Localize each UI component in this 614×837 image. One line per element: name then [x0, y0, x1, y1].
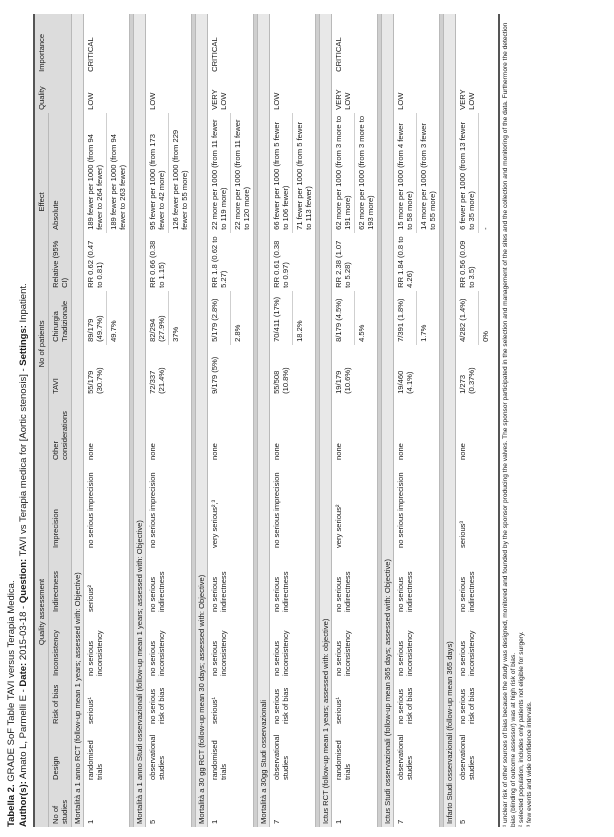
cell-risk-of-bias: no serious risk of bias	[146, 679, 192, 727]
header-importance: Importance	[34, 14, 72, 75]
cell-inconsistency: no serious inconsistency	[146, 615, 192, 679]
cell-importance: CRITICAL	[332, 14, 378, 75]
cell-chirurgia: 5/179 (2.8%)	[208, 291, 231, 345]
cell-risk-of-bias: no serious risk of bias	[456, 679, 493, 727]
table-row	[456, 14, 479, 827]
header-risk-of-bias: Risk of bias	[49, 679, 72, 727]
cell-tavi: 19/179 (10.6%)	[332, 345, 378, 397]
settings-label: Settings:	[18, 325, 29, 366]
cell-risk-of-bias: no serious risk of bias	[394, 679, 440, 727]
outcome-label: Ictus RCT (follow-up mean 1 years; assessed with: objective)	[320, 14, 332, 827]
cell-risk-of-bias: no serious risk of bias	[270, 679, 316, 727]
cell-design: observational studies	[394, 727, 440, 783]
cell-other-considerations: none	[146, 397, 192, 463]
cell-risk-of-bias: serious¹	[84, 679, 130, 727]
cell-quality: VERY LOW	[208, 75, 254, 113]
cell-quality: VERY LOW	[332, 75, 378, 113]
outcome-label: Mortalità a 30 gg RCT (follow-up mean 30 days; assessed with: Objective)	[196, 14, 208, 827]
cell-no-of-studies: 1	[84, 783, 130, 827]
header-absolute: Absolute	[49, 113, 72, 233]
authors-label: Author(s):	[18, 781, 29, 827]
cell-quality: LOW	[394, 75, 440, 113]
footnote: ² selected population, includes only patients not eligible for surgery.	[518, 631, 525, 827]
cell-no-of-studies: 5	[146, 783, 192, 827]
cell-absolute-control: 189 fewer per 1000 (from 94 fewer to 263 fewer)	[107, 113, 130, 233]
cell-imprecision: very serious²	[332, 463, 378, 551]
outcome-label: Mortalità a 30gg Studi osservazionali	[258, 14, 270, 827]
cell-tavi: 19/460 (4.1%)	[394, 345, 440, 397]
header-no-of-studies: No of studies	[49, 783, 72, 827]
cell-inconsistency: no serious inconsistency	[456, 615, 493, 679]
cell-relative: RR 0.61 (0.38 to 0.97)	[270, 233, 316, 291]
cell-relative: RR 0.62 (0.47 to 0.81)	[84, 233, 130, 291]
cell-no-of-studies: 7	[270, 783, 316, 827]
cell-other-considerations: none	[394, 397, 440, 463]
cell-other-considerations: none	[84, 397, 130, 463]
cell-indirectness: no serious indirectness	[394, 551, 440, 615]
outcome-header-row	[258, 14, 270, 827]
cell-chirurgia-control: 2.8%	[231, 291, 254, 345]
header-relative: Relative (95% CI)	[49, 233, 72, 291]
cell-absolute: 189 fewer per 1000 (from 94 fewer to 264 fewer)	[84, 113, 107, 233]
header-inconsistency: Inconsistency	[49, 615, 72, 679]
cell-other-considerations: none	[208, 397, 254, 463]
cell-importance: CRITICAL	[84, 14, 130, 75]
cell-absolute-control: 14 more per 1000 (from 3 fewer to 55 more)	[417, 113, 440, 233]
cell-other-considerations: none	[332, 397, 378, 463]
cell-imprecision: serious³	[456, 463, 493, 551]
cell-quality: VERY LOW	[456, 75, 493, 113]
cell-chirurgia-control: 37%	[169, 291, 192, 345]
header-design: Design	[49, 727, 72, 783]
cell-importance	[394, 14, 440, 75]
cell-imprecision: very serious²,³	[208, 463, 254, 551]
table-row	[270, 14, 293, 827]
header-effect: Effect	[34, 113, 49, 291]
footnote: ¹ unclear risk of other sources of bias because the study was designed, monitored and founded by the sponsor producing the valves. The sponsor participated in the selection and management of the sites and the collection and monitoring of the data. Furthermore the detection bias (blinding of outcome assessor) was at high risk of bias.	[502, 22, 517, 827]
cell-indirectness: no serious indirectness	[332, 551, 378, 615]
header-no-of-patients: No of patients	[34, 291, 49, 397]
cell-absolute: 66 fewer per 1000 (from 5 fewer to 106 fewer)	[270, 113, 293, 233]
cell-inconsistency: no serious inconsistency	[332, 615, 378, 679]
cell-tavi: 1/273 (0.37%)	[456, 345, 493, 397]
outcome-header-row	[134, 14, 146, 827]
cell-relative: RR 0.66 (0.38 to 1.15)	[146, 233, 192, 291]
header-chirurgia: Chirurgia Tradizionale	[49, 291, 72, 345]
table-row	[332, 14, 355, 827]
cell-absolute-control: -	[479, 113, 493, 233]
cell-chirurgia: 70/411 (17%)	[270, 291, 293, 345]
cell-tavi: 72/337 (21.4%)	[146, 345, 192, 397]
cell-absolute: 22 more per 1000 (from 11 fewer to 119 more)	[208, 113, 231, 233]
cell-indirectness: no serious indirectness	[146, 551, 192, 615]
cell-chirurgia-control: 1.7%	[417, 291, 440, 345]
cell-design: observational studies	[456, 727, 493, 783]
settings-value: Inpatient.	[18, 283, 29, 326]
authors-value: Amato L, Parmelli E -	[18, 686, 29, 782]
cell-chirurgia: 8/179 (4.5%)	[332, 291, 355, 345]
cell-design: observational studies	[270, 727, 316, 783]
outcome-header-row	[320, 14, 332, 827]
cell-tavi: 55/508 (10.8%)	[270, 345, 316, 397]
outcome-header-row	[444, 14, 456, 827]
cell-indirectness: no serious indirectness	[456, 551, 493, 615]
table-label: Tabella 2.	[6, 784, 17, 827]
cell-absolute-control: 126 fewer per 1000 (from 229 fewer to 55 more)	[169, 113, 192, 233]
cell-absolute-control: 22 more per 1000 (from 11 fewer to 120 more)	[231, 113, 254, 233]
cell-absolute-control: 71 fewer per 1000 (from 5 fewer to 113 fewer)	[293, 113, 316, 233]
cell-design: randomised trials	[84, 727, 130, 783]
cell-importance	[456, 14, 493, 75]
cell-chirurgia-control: 4.5%	[355, 291, 378, 345]
cell-inconsistency: no serious inconsistency	[270, 615, 316, 679]
table-title	[6, 14, 18, 827]
cell-design: randomised trials	[332, 727, 378, 783]
outcome-header-row	[382, 14, 394, 827]
cell-indirectness: no serious indirectness	[270, 551, 316, 615]
cell-no-of-studies: 1	[208, 783, 254, 827]
cell-quality: LOW	[146, 75, 192, 113]
cell-no-of-studies: 7	[394, 783, 440, 827]
cell-indirectness: serious²	[84, 551, 130, 615]
header-indirectness: Indirectness	[49, 551, 72, 615]
cell-chirurgia: 7/391 (1.8%)	[394, 291, 417, 345]
outcome-header-row	[196, 14, 208, 827]
table-row	[208, 14, 231, 827]
cell-no-of-studies: 1	[332, 783, 378, 827]
header-other-considerations: Other considerations	[49, 397, 72, 463]
header-tavi: TAVI	[49, 345, 72, 397]
outcome-label: Mortalità a 1 anno RCT (follow-up mean 1 years; assessed with: Objective)	[72, 14, 84, 827]
header-imprecision: Imprecision	[49, 463, 72, 551]
table-row	[146, 14, 169, 827]
cell-other-considerations: none	[456, 397, 493, 463]
cell-imprecision: no serious imprecision	[84, 463, 130, 551]
cell-relative: RR 0.56 (0.09 to 3.5)	[456, 233, 493, 291]
table-row	[84, 14, 107, 827]
cell-absolute: 95 fewer per 1000 (from 173 fewer to 42 more)	[146, 113, 169, 233]
cell-chirurgia-control: 18.2%	[293, 291, 316, 345]
question-value: TAVI vs Terapia medica for [Aortic stenosis] -	[18, 365, 29, 559]
cell-imprecision: no serious imprecision	[394, 463, 440, 551]
cell-risk-of-bias: serious¹	[208, 679, 254, 727]
outcome-header-row	[72, 14, 84, 827]
cell-relative: RR 1.8 (0.62 to 5.27)	[208, 233, 254, 291]
footnotes	[498, 14, 534, 827]
cell-chirurgia: 82/294 (27.9%)	[146, 291, 169, 345]
cell-inconsistency: no serious inconsistency	[84, 615, 130, 679]
cell-absolute: 15 more per 1000 (from 4 fewer to 58 more)	[394, 113, 417, 233]
cell-chirurgia-control: 0%	[479, 291, 493, 345]
cell-imprecision: no serious imprecision	[146, 463, 192, 551]
cell-absolute: 6 fewer per 1000 (from 13 fewer to 35 more)	[456, 113, 479, 233]
date-label: Date:	[18, 662, 29, 687]
table-subtitle	[18, 14, 30, 827]
cell-imprecision: no serious imprecision	[270, 463, 316, 551]
cell-importance	[146, 14, 192, 75]
cell-chirurgia: 4/282 (1.4%)	[456, 291, 479, 345]
table-row	[394, 14, 417, 827]
cell-quality: LOW	[270, 75, 316, 113]
outcome-label: Infarto Studi osservazionali (follow-up mean 365 days)	[444, 14, 456, 827]
cell-absolute: 62 more per 1000 (from 3 more to 191 more)	[332, 113, 355, 233]
cell-tavi: 9/179 (5%)	[208, 345, 254, 397]
cell-indirectness: no serious indirectness	[208, 551, 254, 615]
cell-tavi: 55/179 (30.7%)	[84, 345, 130, 397]
cell-inconsistency: no serious inconsistency	[208, 615, 254, 679]
outcome-label: Ictus Studi osservazionali (follow-up mean 365 days; assessed with: Objective)	[382, 14, 394, 827]
cell-importance	[270, 14, 316, 75]
cell-chirurgia-control: 49.7%	[107, 291, 130, 345]
cell-design: randomised trials	[208, 727, 254, 783]
table-body	[72, 14, 493, 827]
cell-absolute-control: 62 more per 1000 (from 3 more to 193 more)	[355, 113, 378, 233]
cell-risk-of-bias: serious¹	[332, 679, 378, 727]
outcome-label: Mortalità a 1 anno Studi osservazionali (follow-up mean 1 years; assessed with: Objective)	[134, 14, 146, 827]
date-value: 2015-03-18 -	[18, 603, 29, 663]
footnote: ³ few events and wide confidence intervals.	[526, 701, 533, 827]
cell-inconsistency: no serious inconsistency	[394, 615, 440, 679]
question-label: Question:	[18, 558, 29, 604]
grade-table	[33, 14, 492, 827]
cell-relative: RR 1.84 (0.8 to 4.26)	[394, 233, 440, 291]
cell-quality: LOW	[84, 75, 130, 113]
cell-relative: RR 2.38 (1.07 to 5.28)	[332, 233, 378, 291]
cell-chirurgia: 89/179 (49.7%)	[84, 291, 107, 345]
header-quality: Quality	[34, 75, 72, 113]
table-title-text: GRADE SoF Table TAVI versus Terapia Medica.	[6, 580, 17, 785]
cell-other-considerations: none	[270, 397, 316, 463]
cell-no-of-studies: 5	[456, 783, 493, 827]
cell-importance: CRITICAL	[208, 14, 254, 75]
header-quality-assessment: Quality assessment	[34, 397, 49, 827]
cell-design: observational studies	[146, 727, 192, 783]
